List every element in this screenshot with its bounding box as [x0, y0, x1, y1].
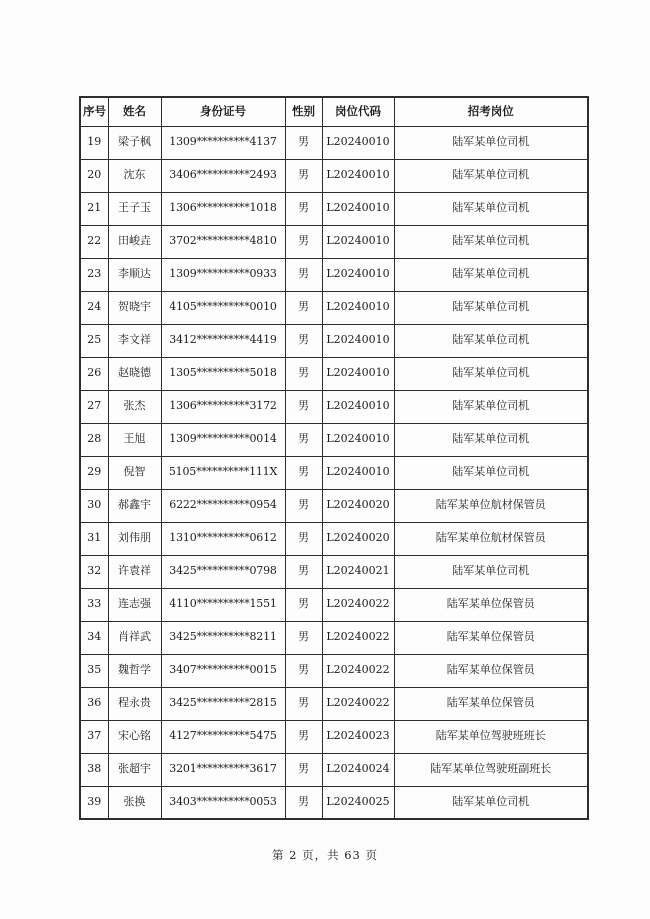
- header-gender: 性别: [285, 97, 322, 126]
- cell-gender: 男: [285, 192, 322, 225]
- table-row: [80, 126, 588, 159]
- cell-name: 刘伟朋: [108, 522, 161, 555]
- cell-recruit-position: 陆军某单位司机: [394, 390, 588, 423]
- cell-id-number: 6222**********0954: [161, 489, 285, 522]
- cell-recruit-position: 陆军某单位保管员: [394, 621, 588, 654]
- cell-serial-number: 36: [80, 687, 108, 720]
- cell-job-code: L20240010: [322, 159, 394, 192]
- cell-gender: 男: [285, 291, 322, 324]
- cell-recruit-position: 陆军某单位司机: [394, 192, 588, 225]
- header-serial-number: 序号: [80, 97, 108, 126]
- table-row: [80, 786, 588, 819]
- cell-name: 倪智: [108, 456, 161, 489]
- cell-name: 李顺达: [108, 258, 161, 291]
- cell-job-code: L20240022: [322, 621, 394, 654]
- cell-serial-number: 23: [80, 258, 108, 291]
- cell-recruit-position: 陆军某单位司机: [394, 159, 588, 192]
- cell-job-code: L20240010: [322, 258, 394, 291]
- cell-gender: 男: [285, 555, 322, 588]
- header-job-code: 岗位代码: [322, 97, 394, 126]
- cell-serial-number: 19: [80, 126, 108, 159]
- cell-id-number: 4127**********5475: [161, 720, 285, 753]
- table-row: [80, 489, 588, 522]
- cell-serial-number: 29: [80, 456, 108, 489]
- table-row: [80, 225, 588, 258]
- cell-gender: 男: [285, 456, 322, 489]
- cell-recruit-position: 陆军某单位保管员: [394, 588, 588, 621]
- cell-gender: 男: [285, 126, 322, 159]
- cell-id-number: 3407**********0015: [161, 654, 285, 687]
- cell-job-code: L20240010: [322, 324, 394, 357]
- cell-recruit-position: 陆军某单位驾驶班班长: [394, 720, 588, 753]
- cell-serial-number: 20: [80, 159, 108, 192]
- header-id-number: 身份证号: [161, 97, 285, 126]
- cell-gender: 男: [285, 621, 322, 654]
- cell-recruit-position: 陆军某单位司机: [394, 555, 588, 588]
- cell-serial-number: 37: [80, 720, 108, 753]
- cell-id-number: 3201**********3617: [161, 753, 285, 786]
- table-header-row: [80, 97, 588, 126]
- header-recruit-position: 招考岗位: [394, 97, 588, 126]
- cell-job-code: L20240010: [322, 126, 394, 159]
- cell-job-code: L20240010: [322, 291, 394, 324]
- table-row: [80, 390, 588, 423]
- cell-job-code: L20240023: [322, 720, 394, 753]
- cell-recruit-position: 陆军某单位驾驶班副班长: [394, 753, 588, 786]
- cell-serial-number: 22: [80, 225, 108, 258]
- table-row: [80, 555, 588, 588]
- cell-job-code: L20240010: [322, 423, 394, 456]
- cell-serial-number: 38: [80, 753, 108, 786]
- cell-job-code: L20240020: [322, 489, 394, 522]
- table-row: [80, 687, 588, 720]
- cell-gender: 男: [285, 588, 322, 621]
- cell-serial-number: 39: [80, 786, 108, 819]
- cell-serial-number: 27: [80, 390, 108, 423]
- cell-name: 沈东: [108, 159, 161, 192]
- header-name: 姓名: [108, 97, 161, 126]
- cell-name: 张换: [108, 786, 161, 819]
- cell-recruit-position: 陆军某单位司机: [394, 786, 588, 819]
- cell-id-number: 3702**********4810: [161, 225, 285, 258]
- cell-name: 王旭: [108, 423, 161, 456]
- cell-name: 郝鑫宇: [108, 489, 161, 522]
- cell-id-number: 3412**********4419: [161, 324, 285, 357]
- cell-job-code: L20240021: [322, 555, 394, 588]
- cell-name: 张杰: [108, 390, 161, 423]
- cell-serial-number: 28: [80, 423, 108, 456]
- cell-recruit-position: 陆军某单位保管员: [394, 687, 588, 720]
- cell-id-number: 3425**********0798: [161, 555, 285, 588]
- cell-name: 梁子枫: [108, 126, 161, 159]
- cell-name: 田峻垚: [108, 225, 161, 258]
- cell-recruit-position: 陆军某单位司机: [394, 126, 588, 159]
- cell-name: 魏哲学: [108, 654, 161, 687]
- table-row: [80, 753, 588, 786]
- cell-serial-number: 32: [80, 555, 108, 588]
- cell-name: 张超宇: [108, 753, 161, 786]
- cell-job-code: L20240010: [322, 225, 394, 258]
- cell-name: 宋心铭: [108, 720, 161, 753]
- recruitment-roster-table: [79, 96, 589, 820]
- cell-job-code: L20240010: [322, 390, 394, 423]
- cell-serial-number: 24: [80, 291, 108, 324]
- cell-gender: 男: [285, 753, 322, 786]
- cell-id-number: 1305**********5018: [161, 357, 285, 390]
- cell-name: 贺晓宇: [108, 291, 161, 324]
- cell-gender: 男: [285, 159, 322, 192]
- table-row: [80, 720, 588, 753]
- table-row: [80, 588, 588, 621]
- cell-id-number: 1309**********0014: [161, 423, 285, 456]
- cell-gender: 男: [285, 357, 322, 390]
- cell-recruit-position: 陆军某单位司机: [394, 258, 588, 291]
- table-row: [80, 357, 588, 390]
- cell-recruit-position: 陆军某单位司机: [394, 291, 588, 324]
- table-row: [80, 324, 588, 357]
- cell-serial-number: 26: [80, 357, 108, 390]
- cell-job-code: L20240022: [322, 654, 394, 687]
- table-row: [80, 456, 588, 489]
- cell-id-number: 3406**********2493: [161, 159, 285, 192]
- cell-id-number: 1306**********3172: [161, 390, 285, 423]
- cell-id-number: 4110**********1551: [161, 588, 285, 621]
- table-row: [80, 258, 588, 291]
- cell-serial-number: 25: [80, 324, 108, 357]
- cell-serial-number: 30: [80, 489, 108, 522]
- table-row: [80, 291, 588, 324]
- cell-id-number: 1309**********4137: [161, 126, 285, 159]
- cell-id-number: 4105**********0010: [161, 291, 285, 324]
- cell-job-code: L20240010: [322, 192, 394, 225]
- cell-id-number: 3425**********8211: [161, 621, 285, 654]
- cell-gender: 男: [285, 687, 322, 720]
- cell-job-code: L20240022: [322, 588, 394, 621]
- cell-gender: 男: [285, 489, 322, 522]
- cell-recruit-position: 陆军某单位司机: [394, 324, 588, 357]
- cell-serial-number: 31: [80, 522, 108, 555]
- cell-recruit-position: 陆军某单位司机: [394, 423, 588, 456]
- cell-gender: 男: [285, 225, 322, 258]
- cell-name: 赵晓德: [108, 357, 161, 390]
- cell-job-code: L20240025: [322, 786, 394, 819]
- cell-gender: 男: [285, 786, 322, 819]
- cell-gender: 男: [285, 324, 322, 357]
- cell-name: 许袁祥: [108, 555, 161, 588]
- cell-id-number: 1310**********0612: [161, 522, 285, 555]
- cell-recruit-position: 陆军某单位司机: [394, 456, 588, 489]
- table-row: [80, 192, 588, 225]
- cell-job-code: L20240010: [322, 357, 394, 390]
- cell-name: 连志强: [108, 588, 161, 621]
- cell-recruit-position: 陆军某单位航材保管员: [394, 522, 588, 555]
- cell-job-code: L20240010: [322, 456, 394, 489]
- cell-job-code: L20240022: [322, 687, 394, 720]
- cell-serial-number: 35: [80, 654, 108, 687]
- table-row: [80, 654, 588, 687]
- cell-name: 王子玉: [108, 192, 161, 225]
- cell-gender: 男: [285, 258, 322, 291]
- table-row: [80, 621, 588, 654]
- cell-recruit-position: 陆军某单位司机: [394, 357, 588, 390]
- table-row: [80, 423, 588, 456]
- cell-id-number: 1309**********0933: [161, 258, 285, 291]
- cell-serial-number: 21: [80, 192, 108, 225]
- table-row: [80, 522, 588, 555]
- cell-id-number: 1306**********1018: [161, 192, 285, 225]
- cell-id-number: 3425**********2815: [161, 687, 285, 720]
- cell-name: 程永贵: [108, 687, 161, 720]
- cell-id-number: 3403**********0053: [161, 786, 285, 819]
- cell-gender: 男: [285, 423, 322, 456]
- page-number-footer: 第 2 页，共 63 页: [271, 848, 379, 862]
- cell-job-code: L20240024: [322, 753, 394, 786]
- table-row: [80, 159, 588, 192]
- cell-recruit-position: 陆军某单位航材保管员: [394, 489, 588, 522]
- cell-gender: 男: [285, 654, 322, 687]
- cell-name: 肖祥武: [108, 621, 161, 654]
- cell-recruit-position: 陆军某单位保管员: [394, 654, 588, 687]
- cell-gender: 男: [285, 522, 322, 555]
- cell-id-number: 5105**********111X: [161, 456, 285, 489]
- cell-name: 李文祥: [108, 324, 161, 357]
- cell-gender: 男: [285, 720, 322, 753]
- cell-serial-number: 34: [80, 621, 108, 654]
- cell-gender: 男: [285, 390, 322, 423]
- cell-recruit-position: 陆军某单位司机: [394, 225, 588, 258]
- cell-serial-number: 33: [80, 588, 108, 621]
- cell-job-code: L20240020: [322, 522, 394, 555]
